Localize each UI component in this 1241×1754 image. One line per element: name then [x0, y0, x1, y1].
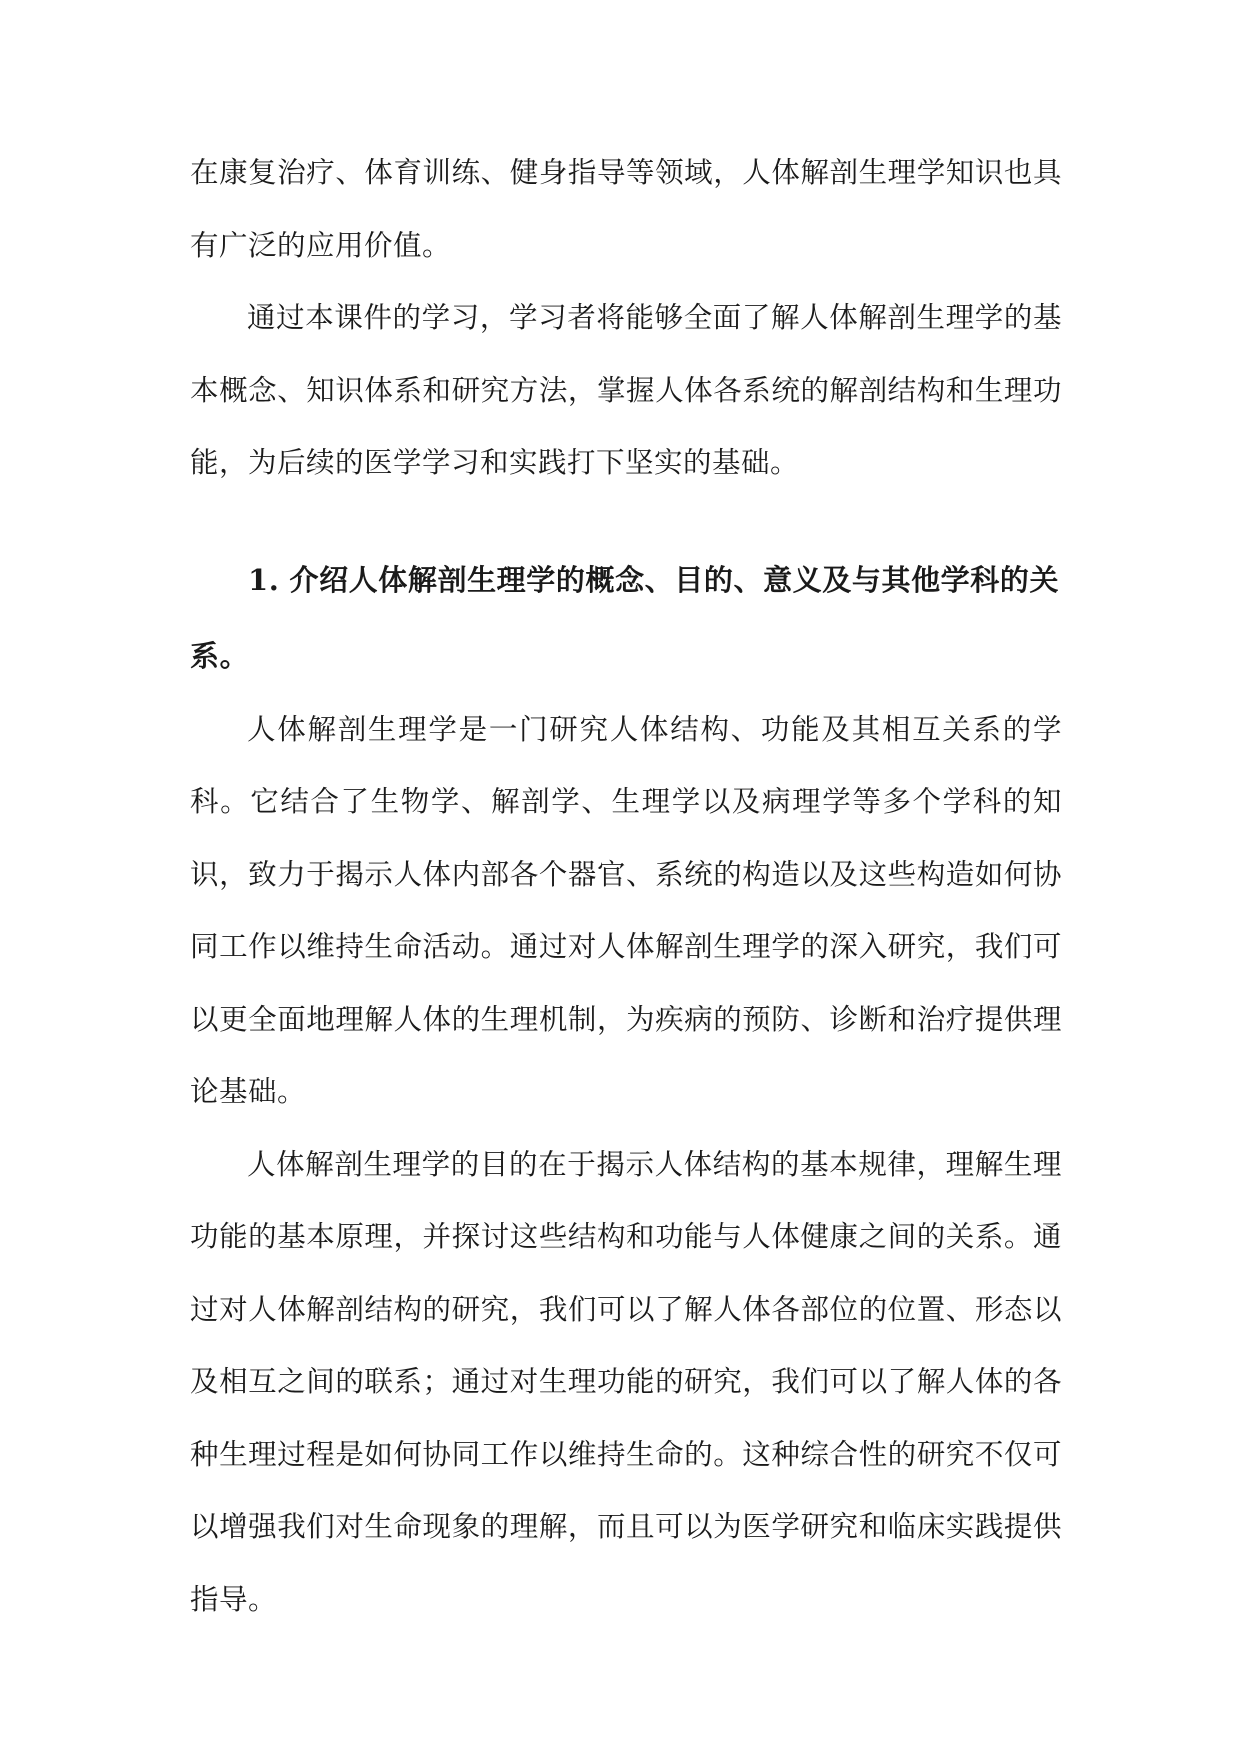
paragraph-continuation: 在康复治疗、体育训练、健身指导等领域，人体解剖生理学知识也具有广泛的应用价值。	[190, 156, 1062, 262]
section-title: 介绍人体解剖生理学的概念、目的、意义及与其他学科的关系。	[190, 562, 1060, 673]
paragraph-course-goal: 通过本课件的学习，学习者将能够全面了解人体解剖生理学的基本概念、知识体系和研究方法，掌握人体各系统的解剖结构和生理功能，为后续的医学学习和实践打下坚实的基础。	[190, 301, 1062, 479]
section-number: 1.	[248, 562, 280, 597]
paragraph-definition: 人体解剖生理学是一门研究人体结构、功能及其相互关系的学科。它结合了生物学、解剖学、生理学以及病理学等多个学科的知识，致力于揭示人体内部各个器官、系统的构造以及这些构造如何协同工作以维持生命活动。通过对人体解剖生理学的深入研究，我们可以更全面地理解人体的生理机制，为疾病的预防、诊断和治疗提供理论基础。	[190, 712, 1062, 1108]
document-page	[190, 137, 1062, 1636]
section-heading	[190, 542, 1062, 694]
paragraph-purpose: 人体解剖生理学的目的在于揭示人体结构的基本规律，理解生理功能的基本原理，并探讨这些结构和功能与人体健康之间的关系。通过对人体解剖结构的研究，我们可以了解人体各部位的位置、形态以及相互之间的联系；通过对生理功能的研究，我们可以了解人体的各种生理过程是如何协同工作以维持生命的。这种综合性的研究不仅可以增强我们对生命现象的理解，而且可以为医学研究和临床实践提供指导。	[190, 1147, 1062, 1616]
